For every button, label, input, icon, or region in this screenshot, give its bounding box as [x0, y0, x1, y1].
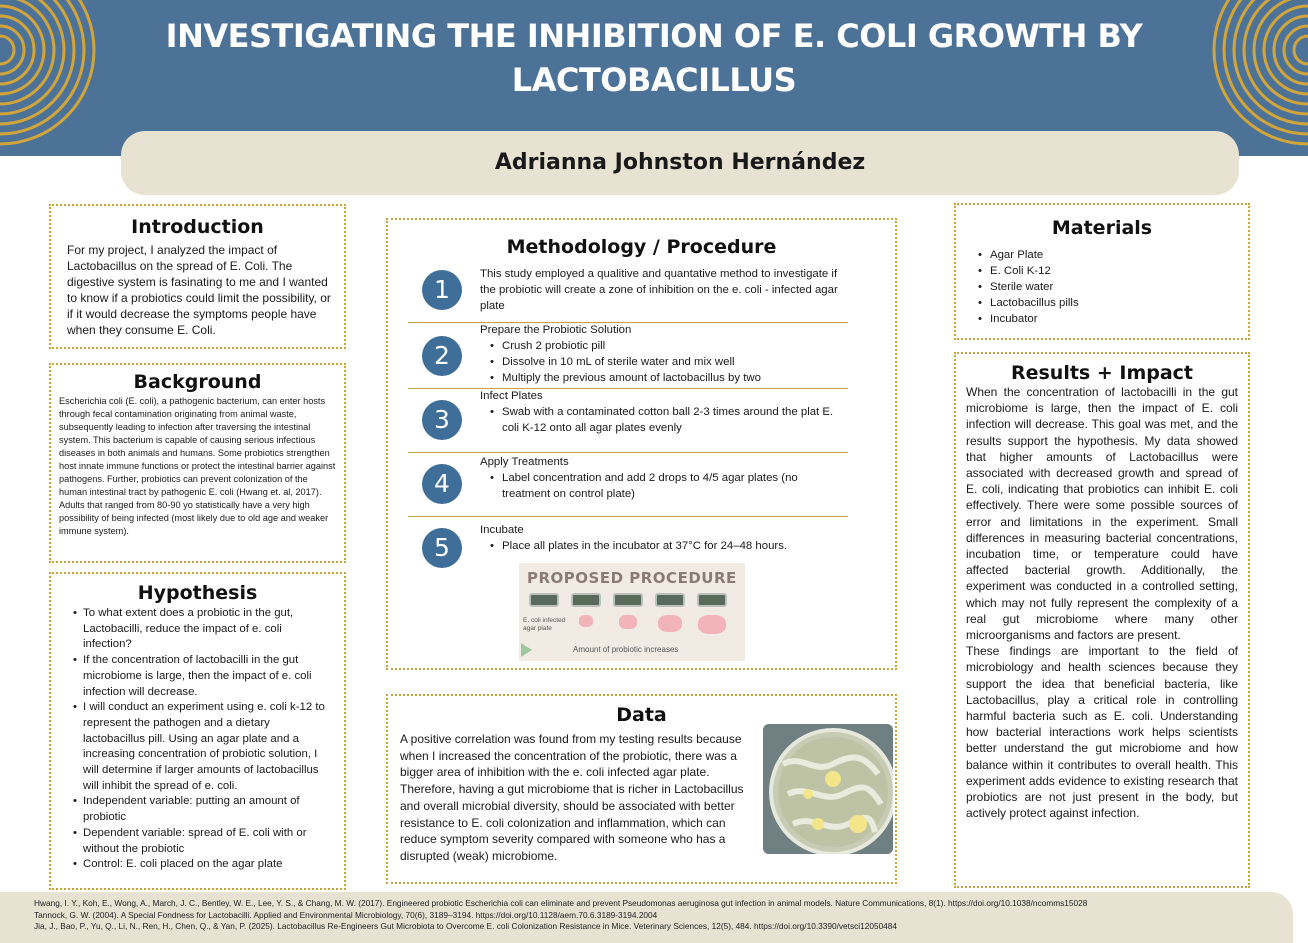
methodology-section	[386, 218, 897, 670]
references-bar	[0, 892, 1293, 943]
step-number-badge: 4	[422, 464, 462, 504]
hypothesis-list	[51, 604, 344, 873]
petri-dish-photo	[763, 724, 893, 854]
reference-item: Hwang, I. Y., Koh, E., Wong, A., March, J. C., Bentley, W. E., Lee, Y. S., & Chang, M. W. (2017). Engineered probiotic Escherichia coli can eliminate and prevent Pseudomonas aeruginosa gut infection in animal models. Nature Communications, 8(1). https://doi.org/10.1038/ncomms15028	[34, 898, 1088, 908]
step-title: Incubate	[480, 524, 524, 536]
step-title: Apply Treatments	[480, 456, 569, 468]
agar-plate-icon	[569, 593, 603, 637]
list-item: • Dissolve in 10 mL of sterile water and mix well	[490, 354, 848, 370]
results-text: These findings are important to the field of microbiology and health sciences because they support the idea that beneficial bacteria, like Lactobacillus, play a critical role in controlling harmful bacteria such as E. coli. Understanding how bacterial interactions work helps scientists better understand the gut microbiome and how balance within it contributes to overall health. This experiment adds evidence to existing research that probiotics are not just present in the body, but actively protect against infection.	[966, 644, 1238, 821]
agar-plate-icon	[695, 593, 729, 637]
petri-dish-icon	[763, 724, 893, 854]
materials-section	[954, 203, 1250, 340]
list-item: • I will conduct an experiment using e. coli k-12 to represent the pathogen and a dietary lactobacillus pill. Using an agar plate and a increasing concentration of probiotic solution, I will determine if larger amounts of lactobacillus will inhibit the spread of e. coli.	[73, 700, 332, 794]
list-item: • If the concentration of lactobacilli in the gut microbiome is large, then the impact of e. coli infection will decrease.	[73, 653, 332, 700]
background-heading: Background	[133, 371, 262, 393]
procedure-axis-label: Amount of probiotic increases	[573, 645, 679, 654]
reference-item: Tannock, G. W. (2004). A Special Fondness for Lactobacilli. Applied and Environmental Microbiology, 70(6), 3189–3194. https://doi.org/10.1128/aem.70.6.3189-3194.2004	[34, 909, 658, 920]
agar-plate-icon	[611, 593, 645, 637]
list-item: • Control: E. coli placed on the agar plate	[73, 857, 332, 873]
list-item: • Independent variable: putting an amount of probiotic	[73, 794, 332, 825]
reference-item: Jia, J., Bao, P., Yu, Q., Li, N., Ren, H., Chen, Q., & Yan, P. (2025). Lactobacillus Re-Engineers Gut Microbiota to Overcome E. coli Colonization Resistance in Mice. Veterinary Sciences, 12(5), 484. https://doi.org/10.3390/vetsci12050484	[34, 921, 898, 931]
step-divider	[408, 516, 848, 517]
agar-plate-icon	[653, 593, 687, 637]
step-number-badge: 2	[422, 336, 462, 376]
hypothesis-section	[49, 572, 346, 890]
list-item: • Place all plates in the incubator at 37°C for 24–48 hours.	[490, 538, 848, 554]
data-section	[386, 694, 897, 884]
data-heading: Data	[616, 704, 667, 726]
author-name: Adrianna Johnston Hernández	[494, 150, 866, 175]
list-item: • Lactobacillus pills	[978, 295, 1248, 311]
plate-label: E. coli infected agar plate	[523, 617, 566, 632]
step-number-badge: 3	[422, 400, 462, 440]
background-section	[49, 363, 346, 563]
materials-list	[956, 239, 1248, 327]
results-text: When the concentration of lactobacilli in the gut microbiome is large, then the impact of E. coli infection will decrease. This goal was met, and the results support the hypothesis. My data showed that higher amounts of Lactobacillus were associated with decreased growth and spread of E. coli, indicating that probiotics can inhibit E. coli effectively. There were some possible sources of error and limitations in the experiment. Small differences in measuring bacterial concentrations, incubation time, or temperature could have affected bacterial growth. Additionally, the experiment was conducted in a controlled setting, which may not fully represent the complexity of a real gut microbiome where many other microorganisms and factors are present.	[966, 385, 1238, 643]
introduction-text: For my project, I analyzed the impact of Lactobacillus on the spread of E. Coli. The digestive system is fasinating to me and I wanted to know if a probiotics could limit the possibility, or if it would decrease the symptoms people have when they consume E. Coli.	[67, 243, 331, 337]
materials-heading: Materials	[1051, 217, 1153, 239]
list-item: • Agar Plate	[978, 247, 1248, 263]
swirl-decoration-left-icon	[0, 0, 120, 156]
list-item: • To what extent does a probiotic in the gut, Lactobacilli, reduce the impact of e. coli infection?	[73, 606, 332, 653]
proposed-procedure-image	[519, 563, 745, 661]
list-item: • Dependent variable: spread of E. coli with or without the probiotic	[73, 826, 332, 857]
poster-title: INVESTIGATING THE INHIBITION OF E. COLI GROWTH BY LACTOBACILLUS	[165, 17, 1143, 99]
procedure-image-title: PROPOSED PROCEDURE	[527, 569, 737, 587]
step-number-badge: 5	[422, 528, 462, 568]
step-title: Infect Plates	[480, 390, 543, 402]
results-section	[954, 352, 1250, 888]
play-arrow-icon	[521, 643, 532, 657]
list-item: • Multiply the previous amount of lactobacillus by two	[490, 370, 848, 386]
introduction-section	[49, 204, 346, 349]
list-item: • E. Coli K-12	[978, 263, 1248, 279]
list-item: • Incubator	[978, 311, 1248, 327]
author-bar	[121, 131, 1239, 195]
step-text: This study employed a qualitive and quantative method to investigate if the probiotic will create a zone of inhibition on the e. coli - infected agar plate	[480, 268, 838, 312]
introduction-heading: Introduction	[131, 216, 264, 238]
step-number-badge: 1	[422, 270, 462, 310]
list-item: • Crush 2 probiotic pill	[490, 338, 848, 354]
list-item: • Label concentration and add 2 drops to 4/5 agar plates (no treatment on control plate)	[490, 470, 848, 502]
results-heading: Results + Impact	[1010, 362, 1194, 384]
list-item: • Swab with a contaminated cotton ball 2-3 times around the plat E. coli K-12 onto all agar plates evenly	[490, 404, 848, 436]
data-text: A positive correlation was found from my testing results because when I increased the concentration of the probiotic, there was a bigger area of inhibition with the e. coli infected agar plate. Therefore, having a gut microbiome that is richer in Lactobacillus and overall microbial diversity, should be associated with better resistance to E. coli colonization and inflammation, which can reduce symptom severity compared with someone who has a disrupted (weak) microbiome.	[400, 732, 744, 863]
hypothesis-heading: Hypothesis	[137, 582, 258, 604]
step-divider	[408, 452, 848, 453]
step-title: Prepare the Probiotic Solution	[480, 324, 632, 336]
list-item: • Sterile water	[978, 279, 1248, 295]
background-text: Escherichia coli (E. coli), a pathogenic bacterium, can enter hosts through fecal contamination originating from animal waste, subsequently leading to infection after traversing the intestinal system. This bacterium is capable of causing serious infectious diseases in both animals and humans. Some probiotics strengthen host innate immune functions or protect the intestinal barrier against pathogens. Further, probiotics can prevent colonization of the human intestinal tract by pathogenic E. coli (Hwang et. al, 2017). Adults that ranged from 80-90 yo statistically have a very high possibility of being infected (most likely due to old age and weaker immune system).	[59, 396, 336, 536]
methodology-heading: Methodology / Procedure	[506, 236, 777, 258]
